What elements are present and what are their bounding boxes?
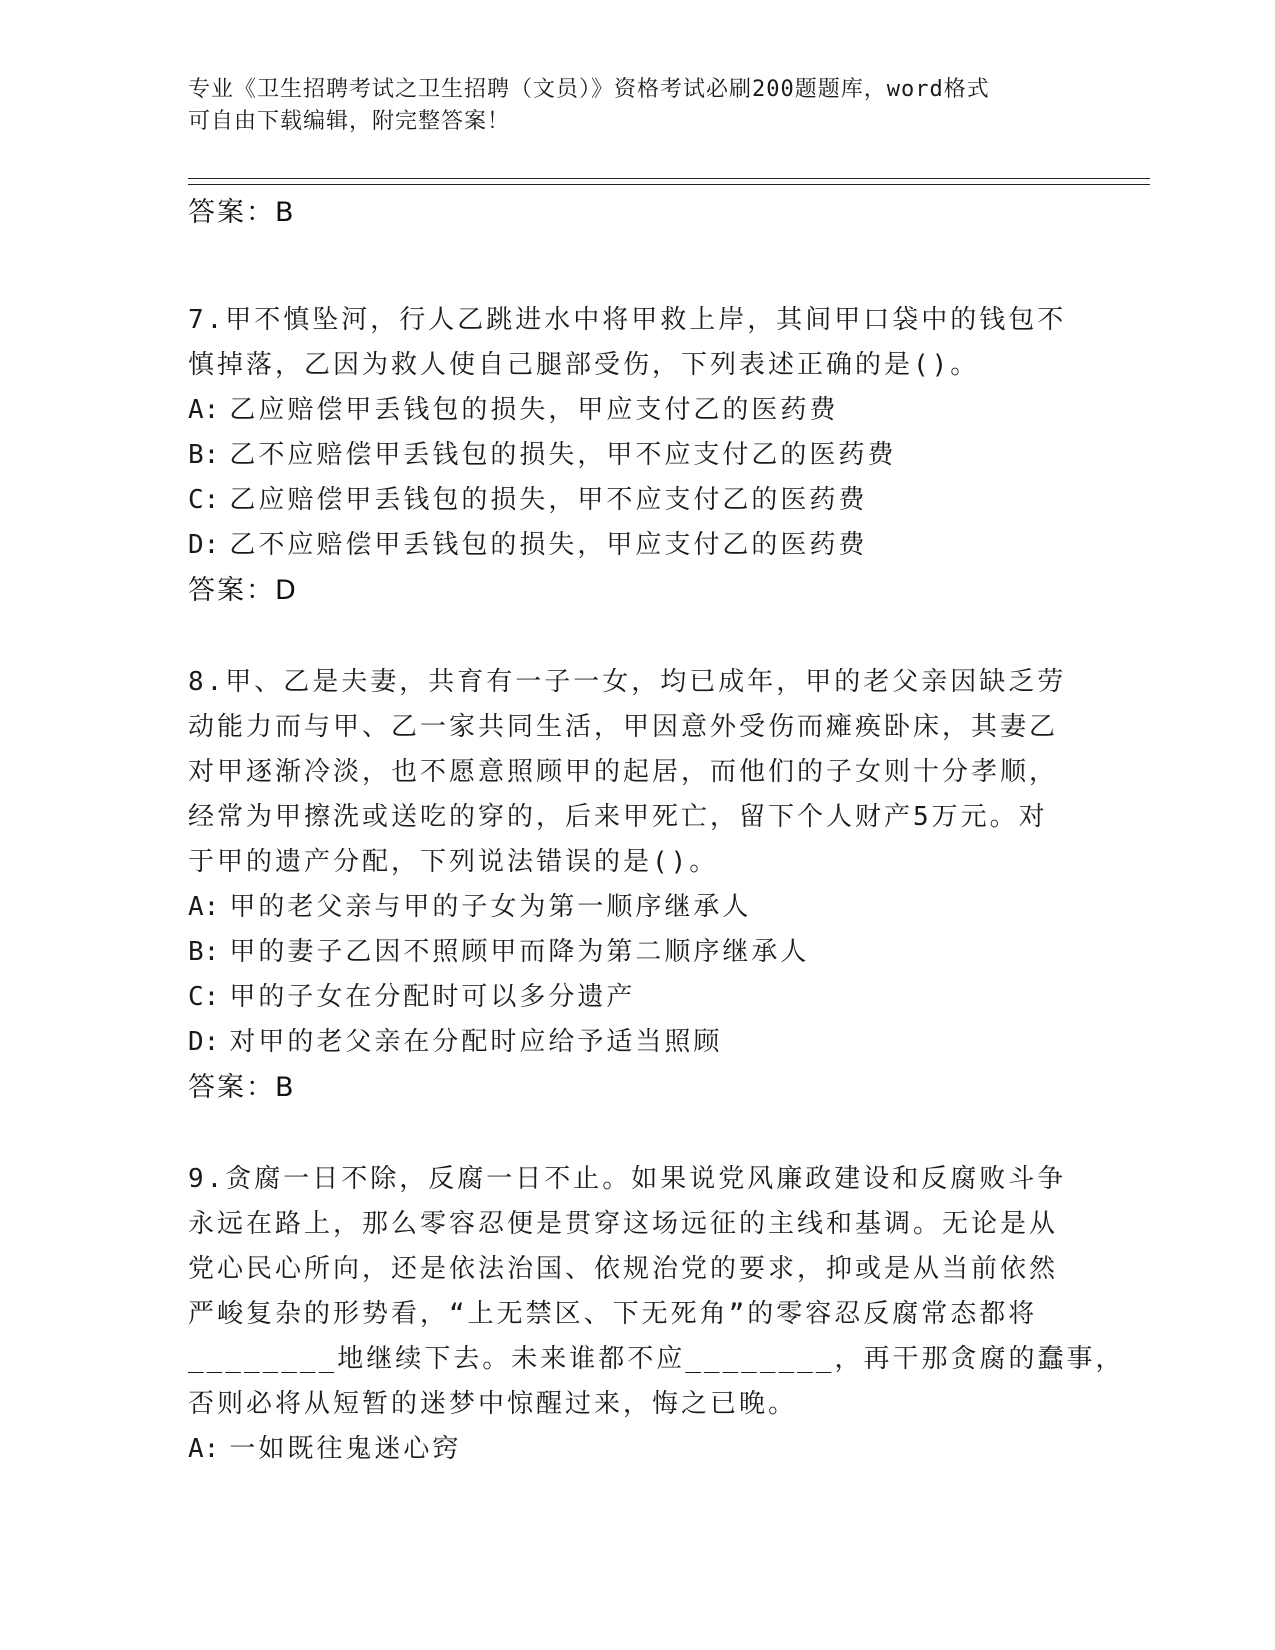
answer-label: 答案： [188,575,275,606]
header-divider [188,178,1150,179]
question-line: 慎掉落，乙因为救人使自己腿部受伤，下列表述正确的是()。 [188,350,980,380]
question-text [188,298,1088,388]
question-line: 否则必将从短暂的迷梦中惊醒过来，悔之已晚。 [188,1389,798,1419]
question-line: 动能力而与甲、乙一家共同生活，甲因意外受伤而瘫痪卧床，其妻乙 [188,712,1059,742]
header-line: 可自由下载编辑，附完整答案！ [188,109,511,134]
option-text: 甲的子女在分配时可以多分遗产 [229,982,636,1012]
answer-line [188,1065,1088,1111]
option-letter: D: [188,530,220,560]
question-line: ________地继续下去。未来谁都不应________，再干那贪腐的蠢事， [188,1344,1125,1374]
question-line: 8.甲、乙是夫妻，共育有一子一女，均已成年，甲的老父亲因缺乏劳 [188,667,1067,697]
question-line: 永远在路上，那么零容忍便是贯穿这场远征的主线和基调。无论是从 [188,1209,1059,1239]
question-7 [188,298,1088,614]
option-text: 乙不应赔偿甲丢钱包的损失，甲不应支付乙的医药费 [229,440,897,470]
option-text: 乙不应赔偿甲丢钱包的损失，甲应支付乙的医药费 [229,530,868,560]
option-text: 甲的老父亲与甲的子女为第一顺序继承人 [229,892,752,922]
answer-value: B [275,1072,294,1103]
option-letter: A: [188,1434,220,1464]
document-body [188,190,1125,1472]
spacer [188,1111,1088,1157]
question-line: 9.贪腐一日不除，反腐一日不止。如果说党风廉政建设和反腐败斗争 [188,1164,1067,1194]
spacer [188,614,1088,660]
option-d [188,523,1088,568]
answer-value: B [275,197,294,228]
option-letter: B: [188,937,220,967]
option-text: 乙应赔偿甲丢钱包的损失，甲不应支付乙的医药费 [229,485,868,515]
option-letter: D: [188,1027,220,1057]
question-line: 7.甲不慎坠河，行人乙跳进水中将甲救上岸，其间甲口袋中的钱包不 [188,305,1067,335]
option-b [188,930,1088,975]
option-text: 对甲的老父亲在分配时应给予适当照顾 [229,1027,723,1057]
option-b [188,433,1088,478]
question-text [188,660,1088,885]
option-c [188,478,1088,523]
answer-line [188,568,1088,614]
answer-value: D [275,575,296,606]
question-9 [188,1157,1125,1472]
option-letter: A: [188,395,220,425]
header-line: 专业《卫生招聘考试之卫生招聘（文员）》资格考试必刷200题题库，word格式 [188,77,990,102]
option-letter: A: [188,892,220,922]
header-divider [188,184,1150,185]
option-a [188,1427,1088,1472]
option-a [188,388,1088,433]
option-text: 一如既往鬼迷心窍 [229,1434,462,1464]
question-line: 于甲的遗产分配，下列说法错误的是()。 [188,847,719,877]
option-text: 甲的妻子乙因不照顾甲而降为第二顺序继承人 [229,937,810,967]
question-line: 党心民心所向，还是依法治国、依规治党的要求，抑或是从当前依然 [188,1254,1059,1284]
question-8 [188,660,1088,1111]
option-a [188,885,1088,930]
answer-label: 答案： [188,197,275,228]
question-text [188,1157,1125,1427]
question-line: 经常为甲擦洗或送吃的穿的，后来甲死亡，留下个人财产5万元。对 [188,802,1048,832]
option-letter: C: [188,982,220,1012]
option-text: 乙应赔偿甲丢钱包的损失，甲应支付乙的医药费 [229,395,839,425]
question-line: 严峻复杂的形势看，“上无禁区、下无死角”的零容忍反腐常态都将 [188,1299,1038,1329]
option-c [188,975,1088,1020]
document-header [188,74,1088,138]
option-d [188,1020,1088,1065]
question-line: 对甲逐渐冷淡，也不愿意照顾甲的起居，而他们的子女则十分孝顺， [188,757,1059,787]
answer-label: 答案： [188,1072,275,1103]
answer-line [188,190,1088,236]
option-letter: C: [188,485,220,515]
option-letter: B: [188,440,220,470]
